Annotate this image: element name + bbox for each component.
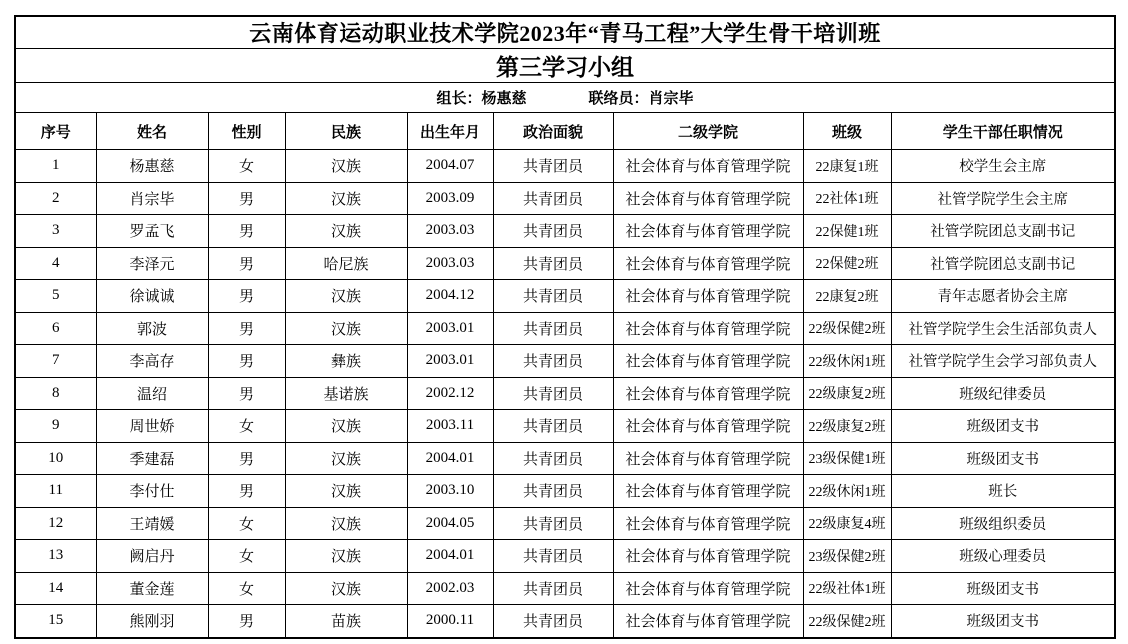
table-cell: 13 <box>15 540 96 573</box>
table-cell: 22康复1班 <box>803 150 891 183</box>
table-cell: 郭波 <box>96 312 208 345</box>
table-cell: 男 <box>208 442 285 475</box>
table-cell: 社管学院学生会主席 <box>891 182 1115 215</box>
table-cell: 男 <box>208 247 285 280</box>
table-cell: 2002.03 <box>407 572 493 605</box>
leaders-info-row <box>15 83 1115 113</box>
table-cell: 社会体育与体育管理学院 <box>613 507 803 540</box>
table-cell: 徐诚诚 <box>96 280 208 313</box>
table-cell: 哈尼族 <box>285 247 407 280</box>
table-cell: 社会体育与体育管理学院 <box>613 377 803 410</box>
table-cell: 班级团支书 <box>891 410 1115 443</box>
table-cell: 共青团员 <box>493 572 613 605</box>
table-cell: 男 <box>208 182 285 215</box>
table-cell: 2003.11 <box>407 410 493 443</box>
table-cell: 2004.01 <box>407 442 493 475</box>
group-subtitle: 第三学习小组 <box>15 49 1115 83</box>
table-cell: 汉族 <box>285 182 407 215</box>
table-cell: 汉族 <box>285 150 407 183</box>
table-cell: 共青团员 <box>493 475 613 508</box>
leaders-info-cell <box>15 83 1115 113</box>
table-cell: 22级康复2班 <box>803 377 891 410</box>
table-cell: 社会体育与体育管理学院 <box>613 215 803 248</box>
table-row <box>15 572 1115 605</box>
leader-label: 组长： <box>436 91 482 107</box>
table-cell: 女 <box>208 507 285 540</box>
table-cell: 社会体育与体育管理学院 <box>613 280 803 313</box>
table-cell: 11 <box>15 475 96 508</box>
roster-table <box>14 15 1116 639</box>
table-row <box>15 540 1115 573</box>
table-cell: 季建磊 <box>96 442 208 475</box>
table-cell: 社会体育与体育管理学院 <box>613 540 803 573</box>
table-cell: 彝族 <box>285 345 407 378</box>
table-cell: 7 <box>15 345 96 378</box>
table-cell: 男 <box>208 345 285 378</box>
table-cell: 李付仕 <box>96 475 208 508</box>
table-cell: 2002.12 <box>407 377 493 410</box>
table-cell: 5 <box>15 280 96 313</box>
table-row <box>15 312 1115 345</box>
table-cell: 社会体育与体育管理学院 <box>613 572 803 605</box>
table-row <box>15 507 1115 540</box>
column-header-3: 性别 <box>208 113 285 150</box>
table-row <box>15 475 1115 508</box>
table-cell: 社会体育与体育管理学院 <box>613 605 803 638</box>
table-row <box>15 247 1115 280</box>
table-cell: 共青团员 <box>493 605 613 638</box>
table-cell: 共青团员 <box>493 507 613 540</box>
table-cell: 班级团支书 <box>891 572 1115 605</box>
table-row <box>15 150 1115 183</box>
table-cell: 共青团员 <box>493 345 613 378</box>
table-cell: 2003.09 <box>407 182 493 215</box>
table-header-row <box>15 113 1115 150</box>
subtitle-row <box>15 49 1115 83</box>
table-cell: 班长 <box>891 475 1115 508</box>
table-cell: 社管学院学生会生活部负责人 <box>891 312 1115 345</box>
document-title: 云南体育运动职业技术学院2023年“青马工程”大学生骨干培训班 <box>15 16 1115 49</box>
table-cell: 肖宗毕 <box>96 182 208 215</box>
table-cell: 周世娇 <box>96 410 208 443</box>
table-cell: 2003.01 <box>407 345 493 378</box>
table-cell: 社管学院学生会学习部负责人 <box>891 345 1115 378</box>
table-cell: 22级康复4班 <box>803 507 891 540</box>
table-row <box>15 442 1115 475</box>
table-cell: 共青团员 <box>493 377 613 410</box>
table-cell: 班级心理委员 <box>891 540 1115 573</box>
table-cell: 男 <box>208 605 285 638</box>
table-cell: 2003.03 <box>407 247 493 280</box>
table-cell: 社会体育与体育管理学院 <box>613 182 803 215</box>
table-cell: 汉族 <box>285 215 407 248</box>
table-cell: 2003.10 <box>407 475 493 508</box>
table-cell: 9 <box>15 410 96 443</box>
table-cell: 共青团员 <box>493 280 613 313</box>
table-cell: 社会体育与体育管理学院 <box>613 345 803 378</box>
liaison-name: 肖宗毕 <box>648 91 694 107</box>
column-header-6: 政治面貌 <box>493 113 613 150</box>
table-cell: 12 <box>15 507 96 540</box>
table-cell: 社管学院团总支副书记 <box>891 247 1115 280</box>
table-cell: 14 <box>15 572 96 605</box>
table-cell: 女 <box>208 540 285 573</box>
column-header-7: 二级学院 <box>613 113 803 150</box>
table-row <box>15 377 1115 410</box>
table-cell: 15 <box>15 605 96 638</box>
table-cell: 男 <box>208 280 285 313</box>
table-cell: 社会体育与体育管理学院 <box>613 312 803 345</box>
table-row <box>15 345 1115 378</box>
table-cell: 共青团员 <box>493 150 613 183</box>
table-row <box>15 280 1115 313</box>
table-cell: 共青团员 <box>493 540 613 573</box>
table-cell: 社会体育与体育管理学院 <box>613 410 803 443</box>
table-cell: 班级团支书 <box>891 605 1115 638</box>
table-cell: 校学生会主席 <box>891 150 1115 183</box>
table-cell: 董金莲 <box>96 572 208 605</box>
table-cell: 2003.03 <box>407 215 493 248</box>
table-cell: 男 <box>208 475 285 508</box>
table-row <box>15 410 1115 443</box>
table-cell: 2004.12 <box>407 280 493 313</box>
table-cell: 1 <box>15 150 96 183</box>
table-cell: 共青团员 <box>493 215 613 248</box>
liaison-label: 联络员： <box>588 91 649 107</box>
table-cell: 2004.01 <box>407 540 493 573</box>
table-cell: 22级康复2班 <box>803 410 891 443</box>
table-cell: 青年志愿者协会主席 <box>891 280 1115 313</box>
table-cell: 2003.01 <box>407 312 493 345</box>
table-cell: 社会体育与体育管理学院 <box>613 247 803 280</box>
table-cell: 班级组织委员 <box>891 507 1115 540</box>
table-cell: 23级保健1班 <box>803 442 891 475</box>
table-cell: 杨惠慈 <box>96 150 208 183</box>
table-cell: 汉族 <box>285 410 407 443</box>
table-row <box>15 215 1115 248</box>
column-header-8: 班级 <box>803 113 891 150</box>
table-cell: 23级保健2班 <box>803 540 891 573</box>
table-cell: 4 <box>15 247 96 280</box>
table-cell: 10 <box>15 442 96 475</box>
table-cell: 22级社体1班 <box>803 572 891 605</box>
column-header-9: 学生干部任职情况 <box>891 113 1115 150</box>
table-cell: 汉族 <box>285 475 407 508</box>
table-cell: 汉族 <box>285 442 407 475</box>
table-cell: 基诺族 <box>285 377 407 410</box>
table-row <box>15 182 1115 215</box>
table-cell: 共青团员 <box>493 247 613 280</box>
table-cell: 社会体育与体育管理学院 <box>613 150 803 183</box>
table-cell: 李泽元 <box>96 247 208 280</box>
table-cell: 22级休闲1班 <box>803 475 891 508</box>
column-header-2: 姓名 <box>96 113 208 150</box>
table-cell: 2004.05 <box>407 507 493 540</box>
table-cell: 社会体育与体育管理学院 <box>613 475 803 508</box>
table-cell: 汉族 <box>285 507 407 540</box>
table-cell: 阙启丹 <box>96 540 208 573</box>
table-cell: 22保健1班 <box>803 215 891 248</box>
column-header-5: 出生年月 <box>407 113 493 150</box>
table-cell: 温绍 <box>96 377 208 410</box>
table-cell: 熊刚羽 <box>96 605 208 638</box>
table-cell: 3 <box>15 215 96 248</box>
table-cell: 共青团员 <box>493 442 613 475</box>
table-cell: 2004.07 <box>407 150 493 183</box>
table-cell: 社管学院团总支副书记 <box>891 215 1115 248</box>
column-header-1: 序号 <box>15 113 96 150</box>
table-cell: 男 <box>208 312 285 345</box>
table-cell: 22级休闲1班 <box>803 345 891 378</box>
table-cell: 王靖媛 <box>96 507 208 540</box>
table-cell: 8 <box>15 377 96 410</box>
title-row <box>15 16 1115 49</box>
table-cell: 2000.11 <box>407 605 493 638</box>
table-cell: 李高存 <box>96 345 208 378</box>
table-cell: 男 <box>208 215 285 248</box>
table-cell: 22社体1班 <box>803 182 891 215</box>
table-cell: 女 <box>208 150 285 183</box>
table-cell: 女 <box>208 572 285 605</box>
table-cell: 共青团员 <box>493 312 613 345</box>
column-header-4: 民族 <box>285 113 407 150</box>
table-cell: 汉族 <box>285 540 407 573</box>
table-cell: 社会体育与体育管理学院 <box>613 442 803 475</box>
table-cell: 共青团员 <box>493 410 613 443</box>
table-cell: 罗孟飞 <box>96 215 208 248</box>
table-cell: 22康复2班 <box>803 280 891 313</box>
table-cell: 汉族 <box>285 280 407 313</box>
table-cell: 22级保健2班 <box>803 312 891 345</box>
table-cell: 班级纪律委员 <box>891 377 1115 410</box>
leader-name: 杨惠慈 <box>481 91 527 107</box>
table-cell: 2 <box>15 182 96 215</box>
table-cell: 苗族 <box>285 605 407 638</box>
table-cell: 汉族 <box>285 312 407 345</box>
table-cell: 22保健2班 <box>803 247 891 280</box>
table-cell: 男 <box>208 377 285 410</box>
table-cell: 女 <box>208 410 285 443</box>
table-cell: 班级团支书 <box>891 442 1115 475</box>
table-cell: 6 <box>15 312 96 345</box>
table-cell: 汉族 <box>285 572 407 605</box>
table-cell: 共青团员 <box>493 182 613 215</box>
table-row <box>15 605 1115 638</box>
table-cell: 22级保健2班 <box>803 605 891 638</box>
